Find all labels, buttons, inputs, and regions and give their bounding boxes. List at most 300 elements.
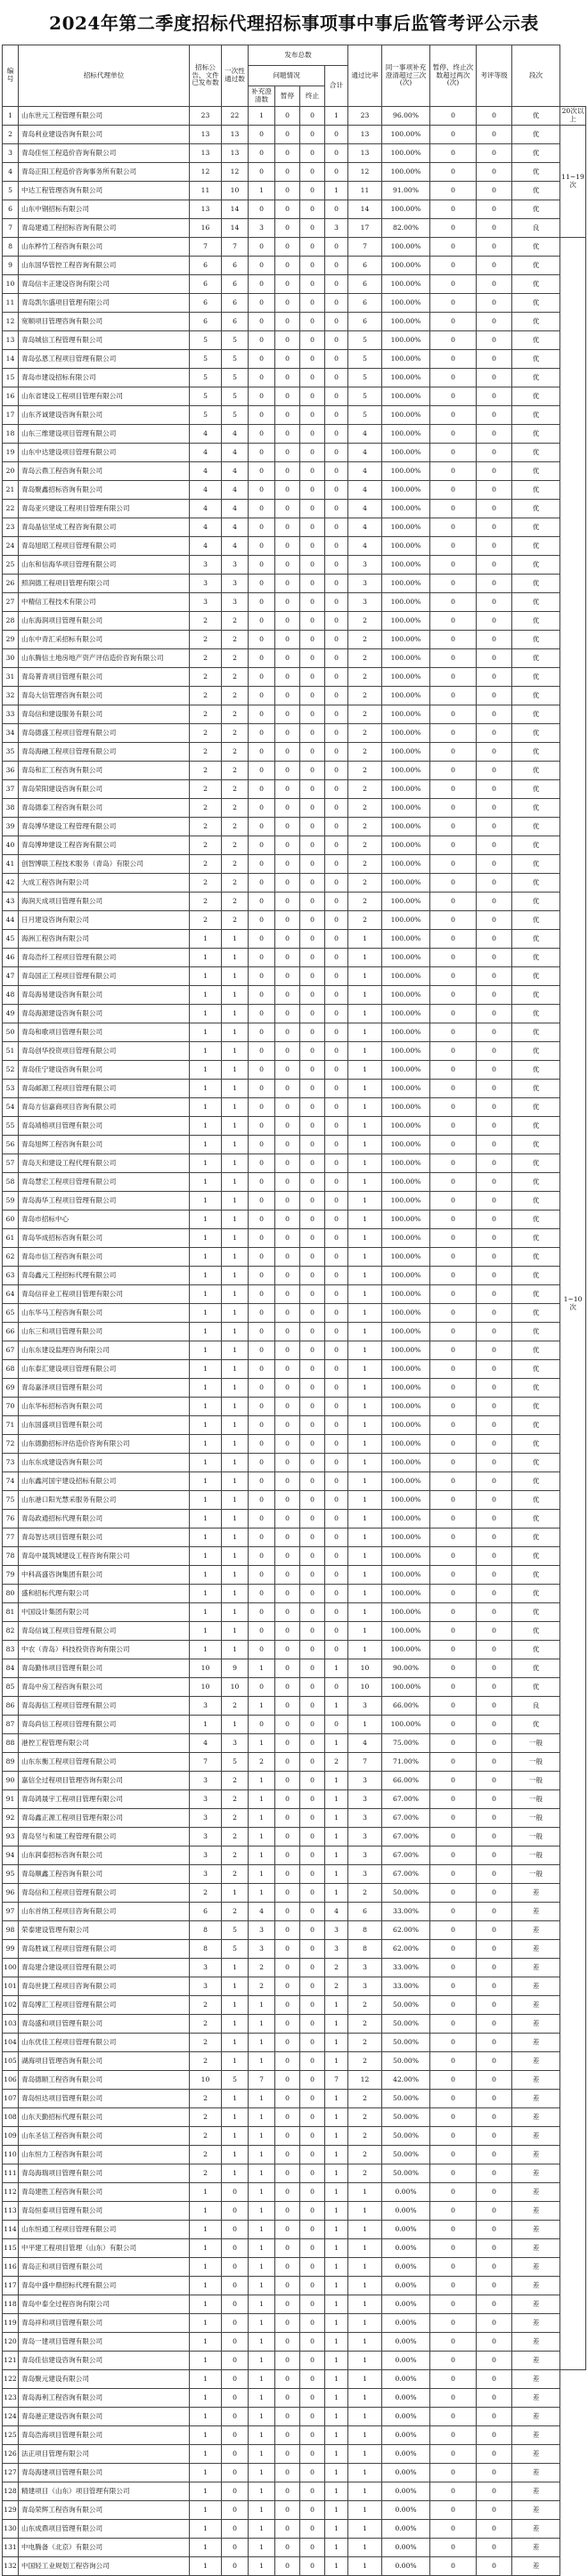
cell-stop: 0 [300,1566,325,1585]
cell-pause: 0 [275,1211,300,1229]
cell-grade: 0 [477,1416,512,1435]
cell-pass-rate: 2 [348,893,382,911]
cell-no: 20 [3,462,19,481]
cell-pass-rate: 1 [348,1585,382,1603]
cell-pass-rate: 1 [348,1248,382,1267]
undefined: 优 [512,1360,560,1379]
table-row [3,2239,586,2258]
cell-name: 青岛港正建设咨询有限公司 [19,2408,190,2426]
cell-supplement: 0 [249,1566,275,1585]
cell-pause: 0 [275,1659,300,1678]
cell-published: 1 [190,1603,222,1622]
table-row [3,1154,586,1173]
table-row [3,1379,586,1398]
cell-total: 0 [325,1042,348,1061]
cell-pass-rate: 4 [348,1734,382,1753]
cell-name: 山东港口阳光慧采服务有限公司 [19,1491,190,1510]
cell-pause-stop: 0 [430,1603,477,1622]
undefined: 差 [512,1903,560,1921]
table-row [3,2277,586,2295]
cell-total: 1 [325,1828,348,1846]
cell-same-issue: 100.00% [382,1622,430,1641]
cell-same-issue: 100.00% [382,275,430,294]
cell-same-issue: 62.00% [382,1921,430,1940]
cell-same-issue: 100.00% [382,1416,430,1435]
cell-first-pass: 1 [222,1173,249,1192]
cell-total: 0 [325,1154,348,1173]
cell-pause-stop: 0 [430,1678,477,1697]
cell-no: 71 [3,1416,19,1435]
cell-total: 1 [325,107,348,126]
cell-pause-stop: 0 [430,818,477,836]
cell-same-issue: 100.00% [382,631,430,649]
cell-no: 109 [3,2127,19,2146]
cell-grade: 0 [477,2464,512,2482]
cell-no: 121 [3,2352,19,2370]
cell-pass-rate: 1 [348,2314,382,2333]
cell-same-issue: 100.00% [382,1641,430,1659]
cell-same-issue: 100.00% [382,1248,430,1267]
cell-supplement: 0 [249,1360,275,1379]
cell-supplement: 0 [249,911,275,930]
cell-first-pass: 1 [222,1585,249,1603]
cell-pause: 0 [275,1865,300,1884]
table-row [3,481,586,500]
cell-name: 山东和信海华项目管理有限公司 [19,556,190,575]
cell-stop: 0 [300,1865,325,1884]
cell-supplement: 0 [249,1528,275,1547]
cell-stop: 0 [300,1229,325,1248]
table-row [3,2071,586,2090]
cell-supplement: 0 [249,331,275,350]
cell-published: 1 [190,1435,222,1454]
cell-grade: 0 [477,1846,512,1865]
cell-name: 中国设计集团有限公司 [19,1603,190,1622]
cell-grade: 0 [477,1828,512,1846]
cell-published: 1 [190,1005,222,1023]
cell-supplement: 1 [249,2333,275,2352]
cell-stop: 0 [300,1472,325,1491]
cell-first-pass: 1 [222,1136,249,1154]
cell-published: 3 [190,1959,222,1977]
cell-name: 青岛博坤建设工程咨询有限公司 [19,836,190,855]
cell-no: 131 [3,2539,19,2557]
cell-stop: 0 [300,2389,325,2408]
cell-pause: 0 [275,238,300,257]
undefined: 优 [512,705,560,724]
cell-no: 54 [3,1098,19,1117]
cell-same-issue: 82.00% [382,219,430,238]
cell-same-issue: 0.00% [382,2557,430,2576]
cell-no: 111 [3,2164,19,2183]
cell-pause-stop: 0 [430,2464,477,2482]
cell-same-issue: 100.00% [382,163,430,182]
cell-published: 3 [190,1977,222,1996]
cell-pause-stop: 0 [430,1454,477,1472]
cell-no: 101 [3,1977,19,1996]
cell-first-pass: 0 [222,2258,249,2277]
cell-published: 11 [190,182,222,200]
cell-pass-rate: 2 [348,743,382,762]
table-row [3,2258,586,2277]
cell-no: 127 [3,2464,19,2482]
cell-total: 4 [325,1903,348,1921]
cell-grade: 0 [477,1734,512,1753]
cell-pause: 0 [275,649,300,668]
cell-first-pass: 1 [222,967,249,986]
cell-pause: 0 [275,2202,300,2221]
cell-name: 山东泰汇建设项目管理有限公司 [19,1360,190,1379]
cell-first-pass: 1 [222,1248,249,1267]
cell-first-pass: 0 [222,2482,249,2501]
cell-pass-rate: 8 [348,1940,382,1959]
cell-name: 中科高盛咨询集团有限公司 [19,1566,190,1585]
cell-no: 10 [3,275,19,294]
undefined: 优 [512,930,560,949]
cell-stop: 0 [300,1716,325,1734]
cell-name: 山东齐诚建设咨询有限公司 [19,406,190,425]
cell-pause: 0 [275,1341,300,1360]
cell-grade: 0 [477,1248,512,1267]
cell-no: 107 [3,2090,19,2108]
undefined: 差 [512,2426,560,2445]
cell-total: 0 [325,200,348,219]
cell-pass-rate: 1 [348,2520,382,2539]
cell-same-issue: 100.00% [382,649,430,668]
undefined: 优 [512,631,560,649]
cell-supplement: 0 [249,1005,275,1023]
cell-grade: 0 [477,518,512,537]
undefined: 优 [512,1716,560,1734]
cell-pause-stop: 0 [430,369,477,387]
cell-stop: 0 [300,762,325,780]
cell-pause: 0 [275,1884,300,1903]
cell-total: 0 [325,387,348,406]
cell-grade: 0 [477,2295,512,2314]
cell-same-issue: 0.00% [382,2202,430,2221]
cell-name: 山东首纳工程项目咨询有限公司 [19,1903,190,1921]
cell-first-pass: 0 [222,2333,249,2352]
cell-same-issue: 100.00% [382,387,430,406]
cell-same-issue: 100.00% [382,1379,430,1398]
cell-pass-rate: 3 [348,1790,382,1809]
cell-pause: 0 [275,406,300,425]
cell-stop: 0 [300,780,325,799]
cell-pass-rate: 4 [348,537,382,556]
cell-first-pass: 1 [222,1641,249,1659]
table-row [3,387,586,406]
table-row [3,1080,586,1098]
cell-total: 0 [325,1173,348,1192]
cell-published: 1 [190,1042,222,1061]
cell-same-issue: 50.00% [382,2052,430,2071]
cell-grade: 0 [477,2015,512,2034]
cell-pass-rate: 4 [348,444,382,462]
cell-pause: 0 [275,836,300,855]
cell-pause-stop: 0 [430,2370,477,2389]
cell-supplement: 0 [249,855,275,874]
cell-pass-rate: 1 [348,1323,382,1341]
cell-first-pass: 4 [222,425,249,444]
cell-no: 90 [3,1772,19,1790]
cell-name: 青岛佳宁建设咨询有限公司 [19,1061,190,1080]
cell-published: 1 [190,2408,222,2426]
undefined: 一般 [512,1865,560,1884]
cell-pause-stop: 0 [430,2520,477,2539]
cell-no: 30 [3,649,19,668]
cell-pass-rate: 4 [348,425,382,444]
cell-name: 山东东成建设咨询有限公司 [19,1454,190,1472]
cell-pause-stop: 0 [430,1192,477,1211]
cell-published: 1 [190,1622,222,1641]
cell-name: 青岛政通招标代理有限公司 [19,1510,190,1528]
cell-published: 4 [190,537,222,556]
cell-pass-rate: 1 [348,1472,382,1491]
cell-supplement: 1 [249,2202,275,2221]
cell-supplement: 1 [249,1884,275,1903]
undefined: 优 [512,1341,560,1360]
cell-published: 2 [190,855,222,874]
cell-grade: 0 [477,2539,512,2557]
table-row [3,1211,586,1229]
cell-supplement: 3 [249,1921,275,1940]
cell-stop: 0 [300,1323,325,1341]
cell-pass-rate: 1 [348,1304,382,1323]
cell-same-issue: 100.00% [382,593,430,612]
cell-first-pass: 13 [222,126,249,144]
table-row [3,1641,586,1659]
cell-pause: 0 [275,1435,300,1454]
cell-published: 3 [190,575,222,593]
cell-no: 49 [3,1005,19,1023]
undefined: 差 [512,2071,560,2090]
cell-supplement: 2 [249,1977,275,1996]
undefined: 优 [512,257,560,275]
table-row [3,1248,586,1267]
cell-first-pass: 1 [222,1977,249,1996]
table-row [3,1790,586,1809]
cell-pause: 0 [275,1248,300,1267]
cell-stop: 0 [300,257,325,275]
cell-pause: 0 [275,2389,300,2408]
cell-name: 法正项目管理有限公司 [19,2445,190,2464]
cell-total: 0 [325,818,348,836]
cell-total: 0 [325,855,348,874]
cell-pass-rate: 1 [348,2408,382,2426]
cell-stop: 0 [300,799,325,818]
cell-name: 青岛中盛中鼎招标代理有限公司 [19,2277,190,2295]
undefined: 优 [512,1192,560,1211]
cell-pass-rate: 1 [348,1023,382,1042]
cell-supplement: 1 [249,2127,275,2146]
cell-name: 青岛信诚工程项目管理有限公司 [19,1622,190,1641]
cell-stop: 0 [300,1959,325,1977]
undefined: 优 [512,1285,560,1304]
cell-pause-stop: 0 [430,500,477,518]
cell-published: 1 [190,2183,222,2202]
cell-same-issue: 100.00% [382,1042,430,1061]
cell-grade: 0 [477,1716,512,1734]
cell-same-issue: 100.00% [382,1398,430,1416]
cell-no: 2 [3,126,19,144]
cell-pass-rate: 2 [348,2015,382,2034]
cell-grade: 0 [477,1903,512,1921]
header-pause: 暂停 [275,86,300,107]
cell-stop: 0 [300,2501,325,2520]
cell-pause: 0 [275,1416,300,1435]
cell-no: 19 [3,444,19,462]
cell-same-issue: 100.00% [382,575,430,593]
cell-grade: 0 [477,1023,512,1042]
cell-total: 1 [325,2389,348,2408]
cell-total: 0 [325,1585,348,1603]
cell-total: 1 [325,2239,348,2258]
undefined: 差 [512,2501,560,2520]
cell-grade: 0 [477,855,512,874]
cell-published: 1 [190,1023,222,1042]
cell-grade: 0 [477,369,512,387]
cell-name: 青岛恒泰项目管理有限公司 [19,2202,190,2221]
cell-name: 荣泰建设管理有限公司 [19,1921,190,1940]
cell-published: 5 [190,387,222,406]
table-row [3,313,586,331]
cell-pause: 0 [275,537,300,556]
cell-stop: 0 [300,1846,325,1865]
cell-pass-rate: 1 [348,1192,382,1211]
cell-total: 0 [325,1229,348,1248]
table-row [3,1173,586,1192]
cell-name: 青岛中房工程咨询有限公司 [19,1678,190,1697]
header-stop: 终止 [300,86,325,107]
cell-total: 1 [325,1846,348,1865]
table-row [3,705,586,724]
cell-no: 42 [3,874,19,893]
cell-published: 2 [190,1996,222,2015]
cell-pass-rate: 10 [348,1678,382,1697]
cell-name: 青岛德顺工程咨询有限公司 [19,2071,190,2090]
cell-supplement: 0 [249,275,275,294]
cell-name: 青岛坚与和晟工程管理有限公司 [19,1828,190,1846]
cell-pass-rate: 2 [348,649,382,668]
cell-same-issue: 67.00% [382,1828,430,1846]
cell-no: 70 [3,1398,19,1416]
cell-pass-rate: 1 [348,1416,382,1435]
cell-total: 0 [325,762,348,780]
cell-pause-stop: 0 [430,986,477,1005]
undefined: 优 [512,556,560,575]
cell-no: 79 [3,1566,19,1585]
cell-first-pass: 2 [222,1772,249,1790]
cell-pass-rate: 1 [348,1528,382,1547]
cell-same-issue: 0.00% [382,2183,430,2202]
cell-name: 青岛聚元建设有限公司 [19,2370,190,2389]
cell-same-issue: 100.00% [382,1117,430,1136]
cell-stop: 0 [300,2052,325,2071]
cell-supplement: 0 [249,1042,275,1061]
table-row [3,743,586,762]
table-row [3,1285,586,1304]
cell-published: 1 [190,1491,222,1510]
cell-pause: 0 [275,2501,300,2520]
cell-pause-stop: 0 [430,1528,477,1547]
cell-supplement: 0 [249,705,275,724]
undefined: 优 [512,1379,560,1398]
cell-period: 20次以上 [560,107,586,126]
cell-published: 13 [190,144,222,163]
cell-total: 0 [325,275,348,294]
cell-supplement: 1 [249,1865,275,1884]
undefined: 一般 [512,1828,560,1846]
cell-supplement: 0 [249,257,275,275]
cell-same-issue: 100.00% [382,1080,430,1098]
undefined: 差 [512,1959,560,1977]
cell-supplement: 0 [249,444,275,462]
cell-grade: 0 [477,1360,512,1379]
cell-pause-stop: 0 [430,1173,477,1192]
cell-total: 0 [325,1416,348,1435]
cell-pause-stop: 0 [430,275,477,294]
cell-supplement: 0 [249,687,275,705]
cell-published: 1 [190,2389,222,2408]
cell-same-issue: 100.00% [382,1285,430,1304]
cell-published: 6 [190,313,222,331]
cell-pass-rate: 5 [348,350,382,369]
cell-total: 0 [325,1192,348,1211]
cell-total: 0 [325,575,348,593]
cell-name: 青岛正阳工程造价咨询事务所有限公司 [19,163,190,182]
cell-first-pass: 2 [222,687,249,705]
cell-no: 74 [3,1472,19,1491]
cell-same-issue: 100.00% [382,1173,430,1192]
table-row [3,2408,586,2426]
cell-stop: 0 [300,500,325,518]
undefined: 优 [512,518,560,537]
undefined: 差 [512,2034,560,2052]
cell-stop: 0 [300,1940,325,1959]
cell-pass-rate: 12 [348,163,382,182]
cell-pass-rate: 1 [348,1491,382,1510]
cell-same-issue: 100.00% [382,1510,430,1528]
cell-pause-stop: 0 [430,2333,477,2352]
cell-grade: 0 [477,2258,512,2277]
cell-same-issue: 100.00% [382,1136,430,1154]
table-row [3,518,586,537]
cell-grade: 0 [477,1790,512,1809]
cell-stop: 0 [300,1098,325,1117]
cell-published: 8 [190,1940,222,1959]
cell-pass-rate: 1 [348,2277,382,2295]
undefined: 差 [512,2520,560,2539]
cell-pause-stop: 0 [430,1566,477,1585]
cell-total: 0 [325,537,348,556]
cell-pass-rate: 1 [348,1379,382,1398]
cell-pause: 0 [275,2557,300,2576]
table-row [3,2482,586,2501]
cell-supplement: 1 [249,2277,275,2295]
cell-pause: 0 [275,182,300,200]
cell-same-issue: 100.00% [382,1005,430,1023]
cell-pause-stop: 0 [430,631,477,649]
cell-pause-stop: 0 [430,462,477,481]
cell-first-pass: 1 [222,1566,249,1585]
cell-supplement: 2 [249,1959,275,1977]
cell-supplement: 1 [249,1828,275,1846]
undefined: 差 [512,2464,560,2482]
cell-no: 26 [3,575,19,593]
cell-supplement: 0 [249,350,275,369]
cell-first-pass: 0 [222,2464,249,2482]
cell-period: 1~10次 [560,238,586,2370]
